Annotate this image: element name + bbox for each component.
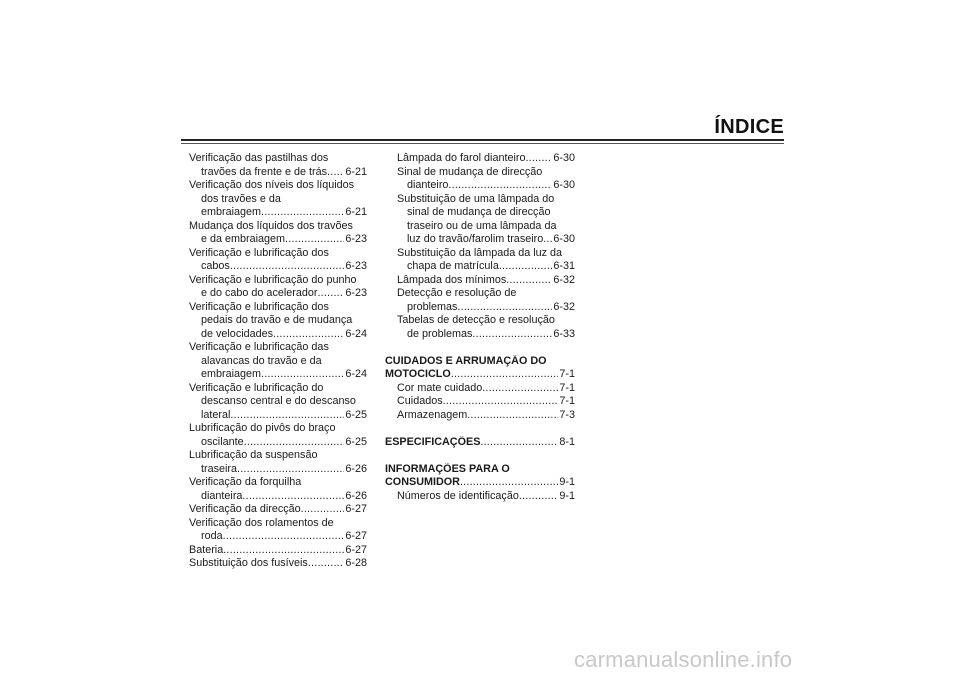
toc-page-number: 8-1: [559, 435, 575, 448]
toc-entry[interactable]: Lubrificação da suspensão: [189, 449, 318, 461]
toc-entry[interactable]: luz do travão/farolim traseiro ..... 6-30: [385, 233, 575, 247]
toc-section-heading[interactable]: INFORMAÇÕES PARA O: [385, 462, 510, 475]
toc-page-number: 6-32: [553, 300, 575, 313]
toc-entry[interactable]: de velocidades ..... 6-24: [189, 328, 367, 342]
toc-entry[interactable]: pedais do travão e de mudança: [201, 314, 353, 326]
toc-entry[interactable]: e da embraiagem ..... 6-23: [189, 233, 367, 247]
toc-page-number: 6-21: [345, 165, 367, 178]
page-title: ÍNDICE: [714, 116, 784, 138]
toc-entry[interactable]: lateral ..... 6-25: [189, 409, 367, 423]
toc-entry[interactable]: Tabelas de detecção e resolução: [397, 314, 555, 326]
toc-entry[interactable]: descanso central e do descanso: [201, 395, 356, 407]
toc-page-number: 6-27: [345, 503, 367, 515]
toc-entry[interactable]: problemas ..... 6-32: [385, 301, 575, 315]
toc-page-number: 9-1: [559, 489, 575, 502]
toc-entry[interactable]: Bateria ..... 6-27: [189, 544, 367, 558]
toc-page-number: 6-27: [345, 530, 367, 542]
toc-page-number: 6-33: [553, 327, 575, 340]
toc-page-number: 6-25: [345, 408, 367, 421]
section-gap: [385, 341, 575, 355]
toc-entry[interactable]: roda ..... 6-27: [189, 530, 367, 544]
toc-entry[interactable]: Mudança dos líquidos dos travões: [189, 219, 353, 232]
title-rule-thin: [181, 143, 784, 144]
toc-entry[interactable]: embraiagem ..... 6-24: [189, 368, 367, 382]
toc-page-number: 7-1: [559, 368, 575, 380]
toc-entry[interactable]: Verificação e lubrificação dos: [189, 300, 329, 313]
toc-section-heading[interactable]: ESPECIFICAÇÕES ..... 8-1: [385, 436, 575, 450]
toc-page-number: 6-31: [553, 260, 575, 272]
toc-entry[interactable]: Verificação e lubrificação do: [189, 381, 324, 394]
toc-entry[interactable]: dos travões e da: [201, 192, 281, 205]
toc-page-number: 7-3: [559, 408, 575, 421]
toc-page-number: 7-1: [559, 381, 575, 394]
toc-entry[interactable]: embraiagem ..... 6-21: [189, 206, 367, 220]
toc-page-number: 6-25: [345, 435, 367, 448]
toc-page-number: 6-21: [345, 206, 367, 218]
toc-entry[interactable]: Armazenagem ..... 7-3: [385, 409, 575, 423]
toc-entry[interactable]: e do cabo do acelerador ..... 6-23: [189, 287, 367, 301]
toc-page-number: 6-23: [345, 260, 367, 272]
section-gap: [385, 422, 575, 436]
watermark-text: carmanualsonline.info: [574, 647, 793, 672]
toc-section-heading[interactable]: CUIDADOS E ARRUMAÇÃO DO: [385, 354, 547, 367]
toc-entry[interactable]: Lâmpada dos mínimos ..... 6-32: [385, 274, 575, 288]
toc-entry[interactable]: Verificação das pastilhas dos: [189, 152, 329, 164]
toc-entry[interactable]: Lâmpada do farol dianteiro ..... 6-30: [385, 152, 575, 166]
toc-entry[interactable]: Verificação dos rolamentos de: [189, 516, 334, 529]
toc-entry[interactable]: cabos ..... 6-23: [189, 260, 367, 274]
toc-right-column: [385, 152, 575, 503]
toc-page-number: 6-30: [553, 233, 575, 245]
toc-page-number: 6-26: [345, 462, 367, 475]
toc-entry[interactable]: Verificação e lubrificação dos: [189, 246, 329, 259]
toc-entry[interactable]: de problemas ..... 6-33: [385, 328, 575, 342]
toc-entry[interactable]: Substituição da lâmpada da luz da: [397, 246, 563, 259]
toc-entry[interactable]: Detecção e resolução de: [397, 287, 517, 299]
toc-page-number: 6-24: [345, 327, 367, 340]
toc-page-number: 6-23: [345, 233, 367, 245]
toc-entry[interactable]: Substituição dos fusíveis ..... 6-28: [189, 557, 367, 571]
toc-entry[interactable]: oscilante ..... 6-25: [189, 436, 367, 450]
toc-entry[interactable]: Verificação da direcção ..... 6-27: [189, 503, 367, 517]
toc-entry[interactable]: dianteira ..... 6-26: [189, 490, 367, 504]
toc-entry[interactable]: traseiro ou de uma lâmpada da: [407, 219, 557, 232]
toc-page-number: 6-24: [345, 368, 367, 380]
section-gap: [385, 449, 575, 463]
toc-entry[interactable]: Cuidados ..... 7-1: [385, 395, 575, 409]
toc-entry[interactable]: Cor mate cuidado ..... 7-1: [385, 382, 575, 396]
toc-page-number: 7-1: [559, 395, 575, 407]
toc-page-number: 6-26: [345, 489, 367, 502]
toc-page-number: 6-23: [345, 287, 367, 299]
toc-entry[interactable]: Verificação e lubrificação das: [189, 341, 329, 353]
toc-page-number: 6-30: [553, 179, 575, 191]
toc-entry[interactable]: Lubrificação do pivôs do braço: [189, 422, 336, 434]
toc-entry[interactable]: Números de identificação ..... 9-1: [385, 490, 575, 504]
toc-section-heading[interactable]: CONSUMIDOR ..... 9-1: [385, 476, 575, 490]
toc-page-number: 6-27: [345, 543, 367, 556]
toc-entry[interactable]: Sinal de mudança de direcção: [397, 165, 543, 178]
toc-entry[interactable]: chapa de matrícula ..... 6-31: [385, 260, 575, 274]
toc-section-heading[interactable]: MOTOCICLO ..... 7-1: [385, 368, 575, 382]
toc-page-number: 6-32: [553, 273, 575, 286]
toc-page-number: 9-1: [559, 476, 575, 488]
title-rule-thick: [181, 139, 784, 141]
toc-page-number: 6-28: [345, 557, 367, 569]
toc-entry[interactable]: alavancas do travão e da: [201, 354, 322, 367]
toc-entry[interactable]: Substituição de uma lâmpada do: [397, 192, 555, 205]
toc-entry[interactable]: sinal de mudança de direcção: [407, 206, 551, 218]
toc-entry[interactable]: dianteiro ..... 6-30: [385, 179, 575, 193]
toc-left-column: [189, 152, 367, 571]
toc-entry[interactable]: travões da frente e de trás ..... 6-21: [189, 166, 367, 180]
toc-entry[interactable]: Verificação da forquilha: [189, 476, 302, 488]
toc-page-number: 6-30: [553, 152, 575, 164]
toc-entry[interactable]: Verificação e lubrificação do punho: [189, 273, 357, 286]
toc-entry[interactable]: Verificação dos níveis dos líquidos: [189, 179, 355, 191]
toc-entry[interactable]: traseira ..... 6-26: [189, 463, 367, 477]
